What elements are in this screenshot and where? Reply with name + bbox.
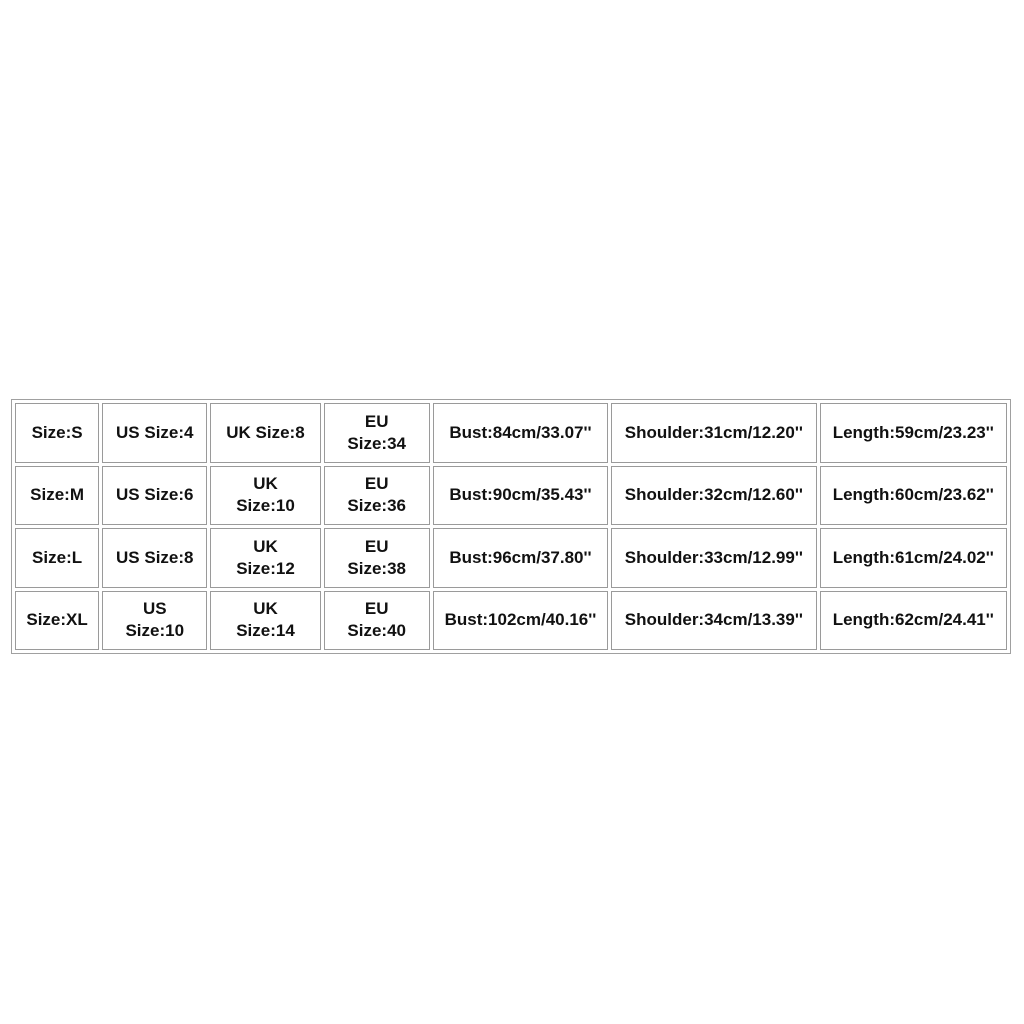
uk-size-line: UK Size:8 [226, 422, 305, 442]
shoulder-cell: Shoulder:34cm/13.39'' [611, 591, 816, 651]
size-cell: Size:S [15, 403, 99, 463]
shoulder-cell: Shoulder:31cm/12.20'' [611, 403, 816, 463]
uk-size-line: Size:10 [236, 496, 295, 516]
eu-size-line: EU [364, 411, 389, 431]
table-row [15, 528, 1007, 588]
size-cell: Size:L [15, 528, 99, 588]
uk-size-cell [210, 528, 320, 588]
uk-size-cell [210, 403, 320, 463]
eu-size-line: EU [364, 474, 389, 494]
us-size-line: US Size:8 [116, 547, 194, 567]
table-row [15, 403, 1007, 463]
uk-size-line: UK [253, 599, 278, 619]
uk-size-line: UK [253, 474, 278, 494]
bust-cell: Bust:96cm/37.80'' [433, 528, 608, 588]
table-row [15, 591, 1007, 651]
us-size-line: US Size:4 [116, 422, 194, 442]
uk-size-line: Size:12 [236, 558, 295, 578]
shoulder-cell: Shoulder:33cm/12.99'' [611, 528, 816, 588]
eu-size-cell [324, 466, 430, 526]
us-size-cell [102, 591, 207, 651]
bust-cell: Bust:90cm/35.43'' [433, 466, 608, 526]
shoulder-cell: Shoulder:32cm/12.60'' [611, 466, 816, 526]
us-size-line: US [142, 599, 167, 619]
length-cell: Length:59cm/23.23'' [820, 403, 1007, 463]
size-cell: Size:XL [15, 591, 99, 651]
eu-size-line: Size:36 [347, 496, 406, 516]
eu-size-cell [324, 403, 430, 463]
eu-size-line: Size:34 [347, 433, 406, 453]
us-size-cell [102, 466, 207, 526]
length-cell: Length:62cm/24.41'' [820, 591, 1007, 651]
eu-size-cell [324, 528, 430, 588]
uk-size-line: Size:14 [236, 621, 295, 641]
eu-size-cell [324, 591, 430, 651]
us-size-cell [102, 528, 207, 588]
uk-size-cell [210, 591, 320, 651]
length-cell: Length:60cm/23.62'' [820, 466, 1007, 526]
eu-size-line: EU [364, 599, 389, 619]
us-size-cell [102, 403, 207, 463]
eu-size-line: Size:40 [347, 621, 406, 641]
table-row [15, 466, 1007, 526]
us-size-line: US Size:6 [116, 485, 194, 505]
uk-size-cell [210, 466, 320, 526]
bust-cell: Bust:84cm/33.07'' [433, 403, 608, 463]
us-size-line: Size:10 [125, 621, 185, 641]
size-chart-table [11, 399, 1011, 654]
bust-cell: Bust:102cm/40.16'' [433, 591, 608, 651]
length-cell: Length:61cm/24.02'' [820, 528, 1007, 588]
uk-size-line: UK [253, 536, 278, 556]
eu-size-line: EU [364, 536, 389, 556]
eu-size-line: Size:38 [347, 558, 406, 578]
size-cell: Size:M [15, 466, 99, 526]
